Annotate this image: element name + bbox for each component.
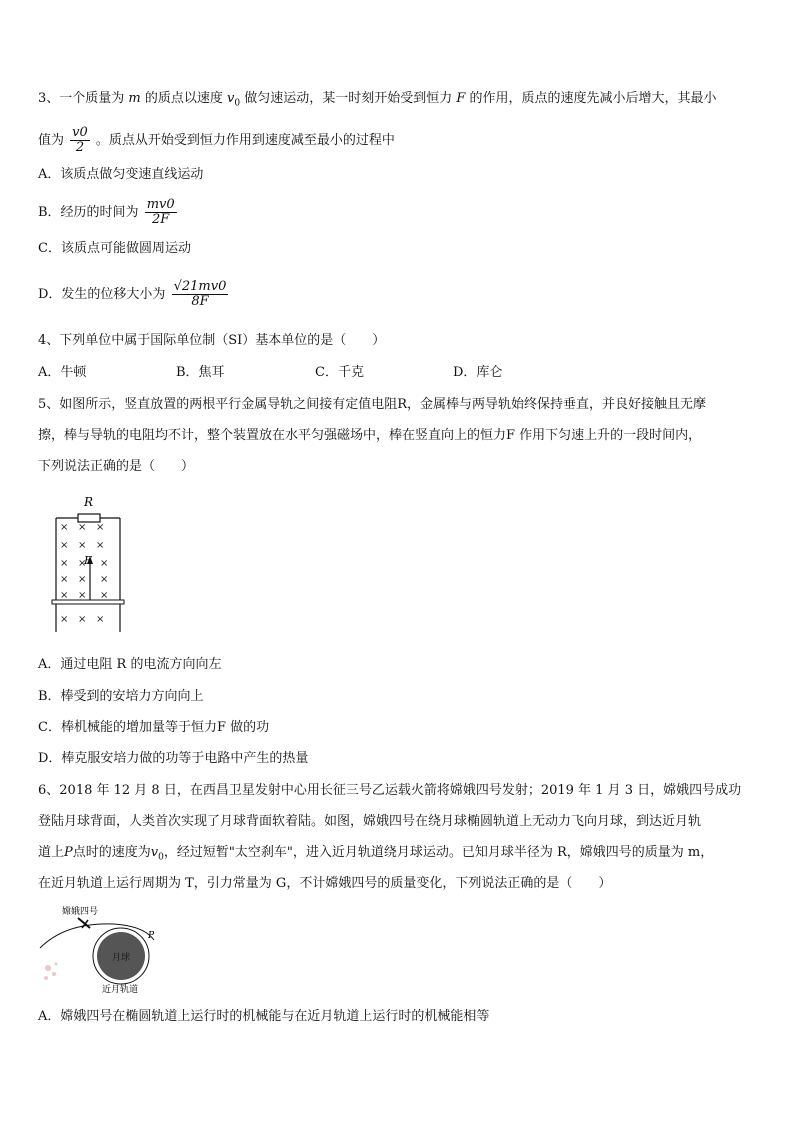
svg-text:×: × xyxy=(100,558,109,569)
q4-option-d: D．库仑 xyxy=(453,365,503,380)
svg-text:×: × xyxy=(96,614,105,625)
q3-text: 3、一个质量为 xyxy=(38,91,129,106)
scan-artifact xyxy=(44,963,58,981)
magnetic-field-crosses xyxy=(60,522,108,625)
q5-stem-line1: 5、如图所示，竖直放置的两根平行金属导轨之间接有定值电阻R，金属棒与两导轨始终保持垂直，并良好接触且无摩 xyxy=(38,397,707,412)
svg-text:×: × xyxy=(78,614,87,625)
svg-text:×: × xyxy=(60,522,69,533)
q6-stem-line4: 在近月轨道上运行周期为 T，引力常量为 G，不计嫦娥四号的质量变化，下列说法正确的是（ ） xyxy=(38,876,612,891)
q3-text: 做匀速运动，某一时刻开始受到恒力 xyxy=(240,91,457,106)
var-v: v xyxy=(227,91,235,106)
svg-text:×: × xyxy=(78,540,87,551)
lunar-orbit-figure xyxy=(36,902,166,994)
q5-option-c: C．棒机械能的增加量等于恒力F 做的功 xyxy=(38,720,270,735)
svg-text:×: × xyxy=(60,558,69,569)
svg-text:×: × xyxy=(60,590,69,601)
q3-option-a: A．该质点做匀变速直线运动 xyxy=(38,167,204,182)
svg-text:×: × xyxy=(78,574,87,585)
q6-stem-line3 xyxy=(38,844,713,867)
q6-stem-line1: 6、2018 年 12 月 8 日，在西昌卫星发射中心用长征三号乙运载火箭将嫦娥四号发射；2019 年 1 月 3 日，嫦娥四号成功 xyxy=(38,783,742,798)
svg-text:×: × xyxy=(78,522,87,533)
fraction-denominator: 2 xyxy=(75,140,85,155)
probe-label: 嫦娥四号 xyxy=(62,907,99,917)
var-F: F xyxy=(456,91,466,106)
resistor-label: R xyxy=(84,495,94,509)
q4-option-b: B．焦耳 xyxy=(176,365,225,380)
rail-circuit-figure xyxy=(48,492,138,634)
fraction-denominator: 8F xyxy=(191,294,209,309)
var-m: m xyxy=(128,91,141,106)
q3-text: 的质点以速度 xyxy=(140,91,227,106)
q5-stem-line3: 下列说法正确的是（ ） xyxy=(38,459,195,474)
fraction-numerator: v0 xyxy=(72,125,88,140)
svg-text:×: × xyxy=(96,522,105,533)
q3-text: 的作用，质点的速度先减小后增大，其最小 xyxy=(465,91,717,106)
q6-stem-line2: 登陆月球背面，人类首次实现了月球背面软着陆。如图，嫦娥四号在绕月球椭圆轨道上无动力飞向月球，到达近月轨 xyxy=(38,814,702,829)
force-label: F xyxy=(84,554,92,567)
svg-text:×: × xyxy=(60,614,69,625)
q5-option-b: B．棒受到的安培力方向向上 xyxy=(38,689,204,704)
q4-stem: 4、下列单位中属于国际单位制（SI）基本单位的是（ ） xyxy=(38,333,386,348)
svg-text:×: × xyxy=(100,574,109,585)
subscript: 0 xyxy=(158,852,164,863)
option-text: D．发生的位移大小为 xyxy=(38,287,166,302)
fraction-denominator: 2F xyxy=(152,212,170,227)
fraction-v0-over-2 xyxy=(70,126,90,155)
q5-option-a: A．通过电阻 R 的电流方向向左 xyxy=(38,657,222,672)
q3-text: 值为 xyxy=(38,133,65,148)
fraction-sqrt21mv0-over-8F xyxy=(172,280,229,309)
svg-text:×: × xyxy=(78,590,87,601)
q3-option-b xyxy=(38,198,179,227)
q5-option-d: D．棒克服安培力做的功等于电路中产生的热量 xyxy=(38,751,309,766)
q6-option-a: A．嫦娥四号在椭圆轨道上运行时的机械能与在近月轨道上运行时的机械能相等 xyxy=(38,1009,490,1024)
q5-stem-line2: 擦，棒与导轨的电阻均不计，整个装置放在水平匀强磁场中，棒在竖直向上的恒力F 作用下匀速上升的一段时间内， xyxy=(38,428,702,443)
svg-text:×: × xyxy=(96,540,105,551)
q6-text: ，经过短暂"太空刹车"，进入近月轨道绕月球运动。已知月球半径为 R，嫦娥四号的质量为 m， xyxy=(163,845,714,860)
svg-text:×: × xyxy=(78,558,87,569)
point-P-label: P xyxy=(148,931,155,941)
q6-text: 点时的速度为 xyxy=(72,845,151,860)
orbit-label: 近月轨道 xyxy=(102,985,139,994)
svg-text:×: × xyxy=(60,540,69,551)
moon-label: 月球 xyxy=(112,953,131,963)
option-text: B．经历的时间为 xyxy=(38,205,139,220)
var-v: v xyxy=(150,845,159,860)
fraction-numerator: mv0 xyxy=(146,197,175,212)
q4-option-c: C．千克 xyxy=(315,365,364,380)
q3-text: 。质点从开始受到恒力作用到速度减至最小的过程中 xyxy=(95,133,395,148)
fraction-numerator: √21mv0 xyxy=(173,279,227,294)
q3-stem-line2 xyxy=(38,126,395,155)
q3-stem-line1 xyxy=(38,90,717,113)
resistor xyxy=(78,514,100,522)
svg-text:×: × xyxy=(60,574,69,585)
var-P: P xyxy=(64,845,73,860)
q3-option-d xyxy=(38,280,230,309)
q6-text: 道上 xyxy=(38,845,65,860)
q3-option-c: C．该质点可能做圆周运动 xyxy=(38,241,191,256)
subscript: 0 xyxy=(234,98,241,109)
q4-option-a: A．牛顿 xyxy=(38,365,87,380)
fraction-mv0-over-2F xyxy=(145,198,177,227)
svg-text:×: × xyxy=(100,590,109,601)
